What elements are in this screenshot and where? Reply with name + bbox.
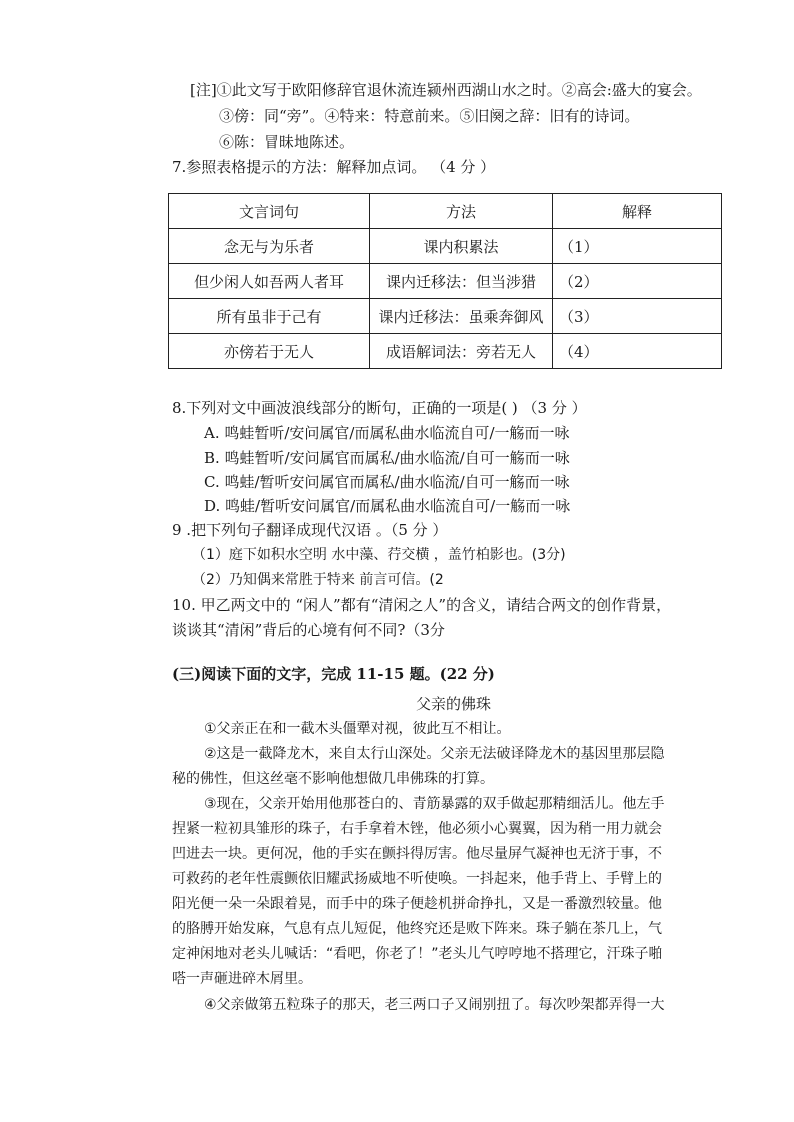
method-cell: 课内迁移法：虽乘奔御风 <box>370 299 553 334</box>
option-d: D. 鸣蛙/暂听安问属官/而属私曲水临流自可/一觞而一咏 <box>204 497 571 515</box>
method-cell: 课内积累法 <box>370 229 553 264</box>
table-header-cell: 解释 <box>553 194 722 229</box>
table-header-cell: 文言词句 <box>169 194 370 229</box>
phrase-cell: 所有虽非于己有 <box>169 299 370 334</box>
phrase-cell: 但少闲人如吾两人者耳 <box>169 264 370 299</box>
story-line: ④父亲做第五粒珠子的那天，老三两口子又闹别扭了。每次吵架都弄得一大 <box>204 997 665 1013</box>
option-a: A. 鸣蛙暂听/安问属官/而属私曲水临流自可/一觞而一咏 <box>204 424 570 442</box>
question-8-prompt: 8.下列对文中画波浪线部分的断句，正确的一项是( ) （3 分 ） <box>172 399 587 417</box>
section-3-heading: (三)阅读下面的文字，完成 11-15 题。(22 分) <box>172 665 495 683</box>
question-10-line-2: 谈谈其“清闲”背后的心境有何不同?（3分 <box>172 621 445 639</box>
answer-cell: （3） <box>553 299 722 334</box>
story-line: 阳光便一朵一朵跟着晃，而手中的珠子便趁机拼命挣扎，又是一番激烈较量。他 <box>172 896 662 912</box>
table-row <box>169 334 722 369</box>
table-row <box>169 229 722 264</box>
phrase-cell: 亦傍若于无人 <box>169 334 370 369</box>
note-line-1: [注]①此文写于欧阳修辞官退休流连颍州西湖山水之时。②高会:盛大的宴会。 <box>190 81 702 99</box>
story-line: ②这是一截降龙木，来自太行山深处。父亲无法破译降龙木的基因里那层隐 <box>204 746 665 762</box>
table-row <box>169 264 722 299</box>
story-line: 嗒一声砸进碎木屑里。 <box>172 971 312 987</box>
method-cell: 课内迁移法：但当涉猎 <box>370 264 553 299</box>
answer-cell: （2） <box>553 264 722 299</box>
method-cell: 成语解词法：旁若无人 <box>370 334 553 369</box>
story-line: 秘的佛性，但这丝毫不影响他想做几串佛珠的打算。 <box>172 771 494 787</box>
q9-sentence-1: （1）庭下如积水空明 水中藻、荇交横 ，盖竹柏影也。(3分) <box>192 547 566 563</box>
story-title: 父亲的佛珠 <box>416 695 492 713</box>
q7-table <box>168 193 722 369</box>
story-line: 定神闲地对老头儿喊话：“看吧，你老了！”老头儿气哼哼地不搭理它，汗珠子啪 <box>172 946 663 962</box>
table-row <box>169 299 722 334</box>
story-line: 的胳膊开始发麻，气息有点儿短促，他终究还是败下阵来。珠子躺在茶几上，气 <box>172 921 662 937</box>
story-line: ①父亲正在和一截木头僵犟对视，彼此互不相让。 <box>204 721 511 737</box>
q9-sentence-2: （2）乃知偶来常胜于特来 前言可信。(2 <box>192 572 444 588</box>
note-line-3: ⑥陈：冒昧地陈述。 <box>219 133 355 151</box>
option-b: B. 鸣蛙暂听/安问属官而属私/曲水临流/自可一觞而一咏 <box>204 449 570 467</box>
question-10-line-1: 10. 甲乙两文中的 “闲人”都有“清闲之人”的含义，请结合两文的创作背景， <box>172 596 672 614</box>
answer-cell: （1） <box>553 229 722 264</box>
note-line-2: ③傍：同“旁”。④特来：特意前来。⑤旧阕之辞：旧有的诗词。 <box>219 107 640 125</box>
story-line: 捏紧一粒初具雏形的珠子，右手拿着木锉，他必须小心翼翼，因为稍一用力就会 <box>172 821 662 837</box>
story-line: 可救药的老年性震颤依旧耀武扬威地不听使唤。一抖起来，他手背上、手臂上的 <box>172 871 662 887</box>
table-header-row <box>169 194 722 229</box>
answer-cell: （4） <box>553 334 722 369</box>
story-line: ③现在，父亲开始用他那苍白的、青筋暴露的双手做起那精细活儿。他左手 <box>204 796 665 812</box>
question-9-prompt: 9 .把下列句子翻译成现代汉语 。（5 分 ） <box>172 521 448 539</box>
story-line: 凹进去一块。更何况，他的手实在颤抖得厉害。他尽量屏气凝神也无济于事，不 <box>172 846 662 862</box>
option-c: C. 鸣蛙/暂听安问属官而属私/曲水临流/自可一觞而一咏 <box>204 473 570 491</box>
question-7-prompt: 7.参照表格提示的方法：解释加点词。 （4 分 ） <box>172 158 496 176</box>
table-header-cell: 方法 <box>370 194 553 229</box>
phrase-cell: 念无与为乐者 <box>169 229 370 264</box>
